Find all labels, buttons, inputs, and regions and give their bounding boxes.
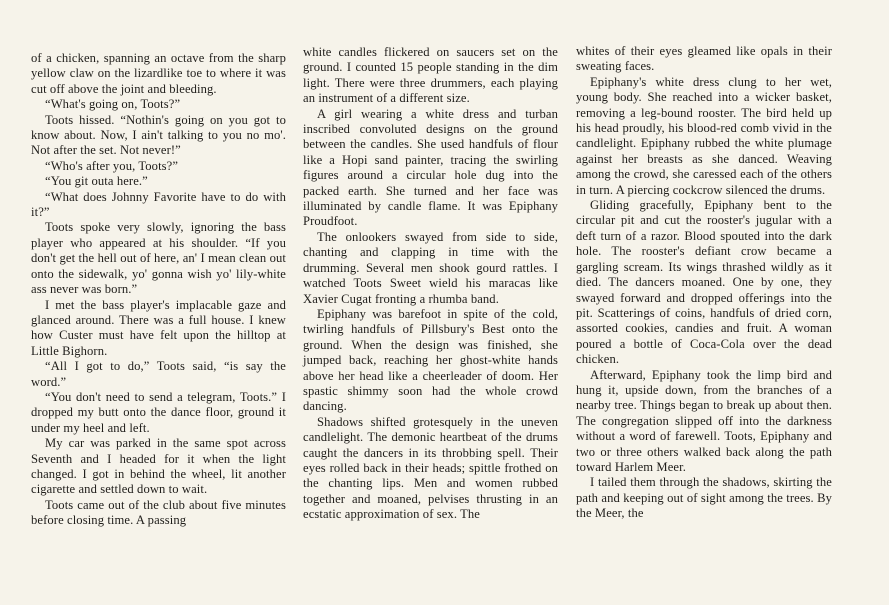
paragraph: I met the bass player's implacable gaze and glanced around. There was a full house. I knew how Custer must have felt upon the hilltop at Little Bighorn. bbox=[31, 297, 286, 358]
paragraph: “All I got to do,” Toots said, “is say the word.” bbox=[31, 359, 286, 389]
text-column-1 bbox=[31, 51, 286, 529]
paragraph: “You git outa here.” bbox=[45, 174, 148, 189]
paragraph: Toots hissed. “Nothin's going on you got to know about. Now, I ain't talking to you no mo'. Not after the set. Not never!” bbox=[31, 112, 286, 158]
paragraph: white candles flickered on saucers set on the ground. I counted 15 people standing in the dim light. There were three drummers, each playing an instrument of a different size. bbox=[303, 45, 558, 106]
paragraph: Gliding gracefully, Epiphany bent to the circular pit and cut the rooster's jugular with a deft turn of a razor. Blood spouted into the dark hole. The rooster's defiant crow became a gargling scream. Its wings thrashed wildly as it died. The dancers moaned. One by one, they swayed forward and dropped offerings into the pit. Scatterings of coins, handfuls of dried corn, assorted cookies, candies and fruit. A woman poured a bottle of Coca-Cola over the dead chicken. bbox=[576, 198, 832, 367]
paragraph: A girl wearing a white dress and turban inscribed convoluted designs on the ground between the candles. She used handfuls of flour like a Hopi sand painter, tracing the swirling figures around a circular hole dug into the packed earth. She turned and her face was illuminated by candle flame. It was Epiphany Proudfoot. bbox=[303, 106, 558, 229]
paragraph: “What's going on, Toots?” bbox=[45, 97, 181, 112]
paragraph: Epiphany was barefoot in spite of the cold, twirling handfuls of Pillsbury's Best onto the ground. When the design was finished, she jumped back, reaching her ghost-white hands above her head like a cheerleader of doom. Her spastic shimmy soon had the whole crowd dancing. bbox=[303, 306, 558, 414]
paragraph: Toots spoke very slowly, ignoring the bass player who appeared at his shoulder. “If you don't get the hell out of here, an' I mean clean out onto the sidewalk, yo' gonna wish yo' lily-white ass never was born.” bbox=[31, 220, 286, 297]
text-column-3 bbox=[576, 44, 832, 522]
paragraph: I tailed them through the shadows, skirting the path and keeping out of sight among the trees. By the Meer, the bbox=[576, 475, 832, 521]
paragraph: “You don't need to send a telegram, Toots.” I dropped my butt onto the dance floor, ground it under my heel and left. bbox=[31, 389, 286, 435]
paragraph: “What does Johnny Favorite have to do with it?” bbox=[31, 189, 286, 220]
paragraph: “Who's after you, Toots?” bbox=[45, 158, 179, 173]
paragraph: Afterward, Epiphany took the limp bird and hung it, upside down, from the branches of a nearby tree. Things began to break up about then. The congregation slipped off into the darkness without a word of farewell. Toots, Epiphany and two or three others walked back along the path toward Harlem Meer. bbox=[576, 367, 832, 474]
paragraph: Shadows shifted grotesquely in the uneven candlelight. The demonic heartbeat of the drums caught the dancers in its throbbing spell. Their eyes rolled back in their heads; spittle frothed on the chanting lips. Men and women rubbed together and moaned, pelvises thrusting in an ecstatic approximation of sex. The bbox=[303, 414, 558, 522]
text-column-2 bbox=[303, 45, 558, 523]
paragraph: Toots came out of the club about five minutes before closing time. A passing bbox=[31, 497, 286, 528]
paragraph: The onlookers swayed from side to side, chanting and clapping in time with the drumming. Several men shook gourd rattles. I watched Toots Sweet wield his maracas like Xavier Cugat fronting a rhumba band. bbox=[303, 229, 558, 306]
paragraph: of a chicken, spanning an octave from the sharp yellow claw on the lizardlike toe to where it was cut off above the joint and bleeding. bbox=[31, 51, 286, 96]
paragraph: whites of their eyes gleamed like opals in their sweating faces. bbox=[576, 44, 832, 74]
paragraph: My car was parked in the same spot across Seventh and I headed for it when the light changed. I got in behind the wheel, lit another cigarette and settled down to wait. bbox=[31, 436, 286, 497]
paragraph: Epiphany's white dress clung to her wet, young body. She reached into a wicker basket, removing a leg-bound rooster. The bird held up his head proudly, his blood-red comb vivid in the candlelight. Epiphany rubbed the white plumage against her breasts as she danced. Weaving among the crowd, she caressed each of the others in turn. A piercing cockcrow silenced the drums. bbox=[576, 74, 832, 197]
